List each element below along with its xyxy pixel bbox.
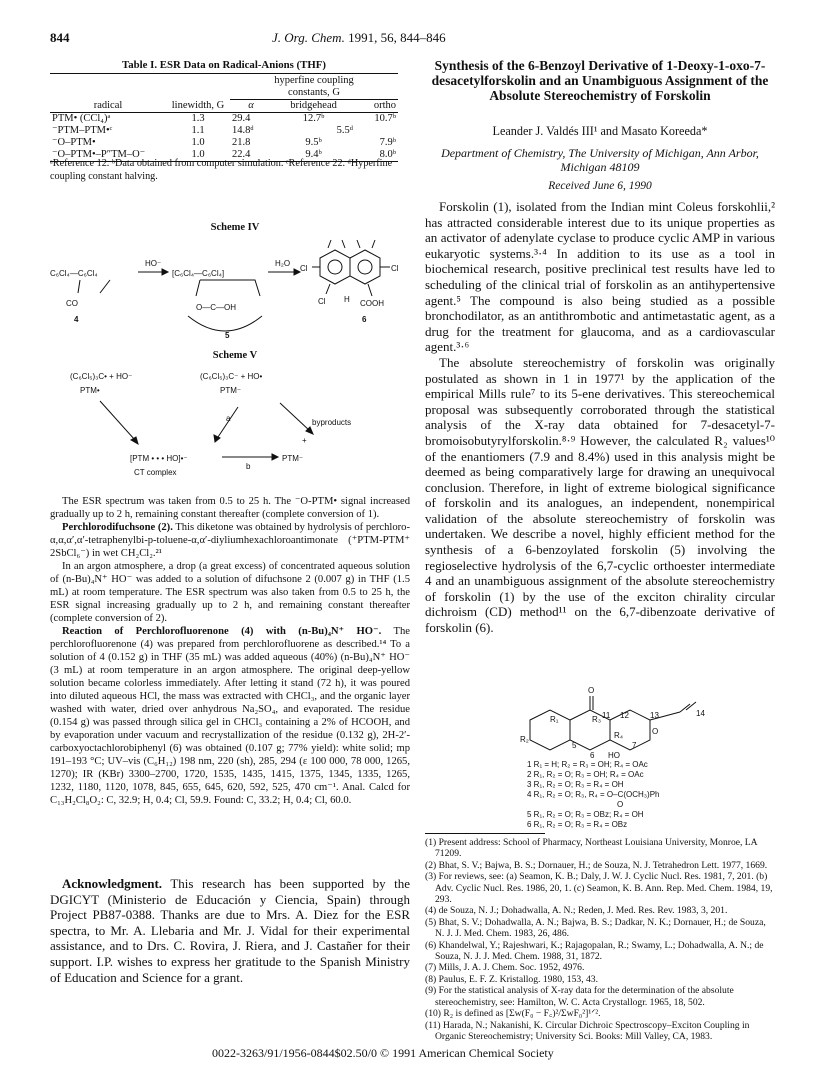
paragraph: The ESR spectrum was taken from 0.5 to 25 h. The ⁻O-PTM• signal increased gradually up to 2 h, remaining constant thereafter (complete conversion of 1). [50,496,410,520]
paragraph [50,625,410,807]
table-cell: 29.4 [232,113,251,124]
structure-label: R₂ [520,735,529,744]
paragraph: In an argon atmosphere, a drop (a great excess) of concentrated aqueous solution of (n-Bu)₄N⁺ HO⁻ was added to a solution of difuchsone 2 (0.007 g) in THF (1.5 mL) at room temperature. The ESR spectrum was also taken from 0.5 to 25 h, the ESR signal increasing gradually up to 2 h, and remaining constant thereafter (complete conversion of 2). [50,561,410,624]
table-cell: 22.4 [232,149,251,160]
scheme-label: + [302,436,307,445]
references-rule [425,833,545,834]
affiliation: Department of Chemistry, The University of Michigan, Ann Arbor, Michigan 48109 [441,146,759,174]
legend-entry: 3 R₁, R₂ = O; R₃ = R₄ = OH [527,780,624,789]
scheme-v-title: Scheme V [212,350,258,361]
journal-issue: 1991, 56, 844–846 [348,30,446,45]
table-rule-top [50,73,398,74]
reference-item: (11) Harada, N.; Nakanishi, K. Circular Dichroic Spectroscopy–Exciton Coupling in Organic Stereochemistry; University Sci. Books: Mill Valley, CA, 1983. [425,1019,750,1042]
references [425,837,775,1042]
received-date: Received June 6, 1990 [548,180,652,192]
table-cell: PTM• (CCl₄)ᵃ [52,113,111,124]
scheme-label: CO [66,299,78,308]
structure-label: 12 [620,711,629,720]
scheme-label: a [226,414,231,423]
structure-label: 14 [696,709,705,718]
scheme-label: [PTM • • • HO]•⁻ [130,454,188,463]
scheme-label: CT complex [134,468,177,477]
reference-item: (3) For reviews, see: (a) Seamon, K. B.; Daly, J. W. J. Cyclic Nucl. Res. 1981, 7, 201. (b) Adv. Cyclic Nucl. Res. 1986, 20, 1. (c) Seamon, K. B. Ann. Rep. Med. Chem. 1984, 19, 293. [425,871,773,906]
table-cell: 1.3 [191,113,205,124]
legend-o: O [617,800,624,809]
legend-entry: 1 R₁ = H; R₂ = R₃ = OH; R₄ = OAc [527,760,648,769]
table-group-header: hyperfine coupling [274,75,354,86]
col-header: radical [93,99,123,111]
paragraph: The absolute stereochemistry of forskolin was originally postulated as shown in 1 in 1977¹ by the application of the empirical Mills rule⁷ to its 5-ene derivatives. This stereochemical proposal was subsequently corroborated through the statistical analysis of the X-ray data obtained for 7-desacetyl-7-bromoisobutyrylforskolin.⁸·⁹ However, the calculated R₂ values¹⁰ of the enantiomers (7.9 and 8.4%) used in this analysis might be deemed as being comparatively large for drawing an unequivocal conclusion. Therefore, in light of extreme biological significance of forskolin and its analogues, an independent, nonempirical validation of the absolute stereochemistry of forskolin was undertaken. We describe a novel, highly efficient method for the synthesis of a 6-benzoylated forskolin (5) involving the regioselective hydrolysis of the 6,7-cyclic orthoester intermediate 4 and an unambiguous assignment of the absolute stereochemistry of forskolin (1) by the use of the exciton chirality circular dichroism (CD) method¹¹ on the 6,7-dibenzoate derivative of forskolin (6). [425,354,775,636]
structure-label: 5 [572,741,577,750]
scheme-label: H₂O [275,259,291,268]
acknowledgment [50,876,410,985]
reference-item: (8) Paulus, E. F. Z. Kristallog. 1980, 153, 43. [425,973,598,985]
scheme-label: COOH [360,299,384,308]
reference-item: (1) Present address: School of Pharmacy, Northeast Louisiana University, Monroe, LA 71209. [425,837,758,860]
scheme-label: (C₆Cl₅)₃C⁻ + HO• [200,372,263,381]
structure-label: HO [608,751,620,760]
table-cell: 1.0 [191,137,205,148]
scheme-label: Cl [300,264,308,273]
table-cell: 10.7ᵇ [374,113,396,124]
copyright-footer: 0022-3263/91/1956-0844$02.50/0 © 1991 American Chemical Society [212,1046,554,1060]
journal-name: J. Org. Chem. [272,30,345,45]
scheme-v-diagram [50,365,410,485]
scheme-iv-diagram [50,238,410,348]
structure-label: R₄ [614,731,624,740]
structure-label: 11 [602,711,611,720]
col-header: bridgehead [290,100,337,111]
structure-label: O [588,686,595,695]
legend-entry: 4 R₁, R₂ = O; R₃, R₄ = O–C(OCH₃)Ph [527,790,660,799]
paragraph: Forskolin (1), isolated from the Indian mint Coleus forskohlii,² has attracted considerable interest due to its unique properties as an activator of adenylate cyclase to produce cyclic AMP in various eukaryotic systems.³·⁴ In addition to its use as a tool in biochemical research, positive preclinical test results have led to scheduling of the clinical trial of forskolin as an antihypertensive agent.⁵ The compound is also being studied as a possible bronchodilator, as an antithrombotic and antimetastatic agent, as a drug for the treatment for glaucoma, and as a cardiovascular agent.³·⁶ [425,199,775,355]
legend-entry: 2 R₁, R₂ = O; R₃ = OH; R₄ = OAc [527,770,644,779]
paragraph-text: This diketone was obtained by hydrolysis of perchloro-α,α,α′,α′-tetraphenylbi-p-toluene-α,α′-diyliumhexachloroantimonate (⁺PTM-PTM⁺ 2SbCl₆⁻) in wet CH₂Cl₂.²¹ [50,522,410,559]
structure-label: 7 [632,741,637,750]
table-cell: 14.8ᵈ [232,125,254,136]
col-header: ortho [373,100,396,111]
section-head: Perchlorodifuchsone (2). [62,522,173,533]
reference-item: (7) Mills, J. A. J. Chem. Soc. 1952, 4976. [425,962,585,974]
reference-item: (10) R₂ is defined as [Σw(F₀ − F꜀)²/ΣwF₀²]¹ᐟ². [425,1008,601,1020]
scheme-label: H [344,295,350,304]
reference-item: (2) Bhat, S. V.; Bajwa, B. S.; Dornauer, H.; de Souza, N. J. Tetrahedron Lett. 1977, 1669. [425,859,768,871]
table-cell: ⁻PTM–PTM•ᶜ [52,125,113,136]
legend-entry: 6 R₁, R₂ = O; R₃ = R₄ = OBz [527,820,628,829]
compound-number: 4 [74,315,79,324]
col-header: linewidth, G [171,99,225,111]
table-cell: 1.0 [191,149,205,160]
running-header [272,30,446,46]
authors: Leander J. Valdés III¹ and Masato Koreeda* [492,124,708,138]
table-cell: 7.9ᵇ [379,137,396,148]
scheme-label: Cl [391,264,399,273]
left-body [50,495,410,807]
scheme-label: PTM⁻ [282,454,304,463]
scheme-label: PTM• [80,386,100,395]
table-cell: 9.4ᵇ [305,149,322,160]
section-head: Reaction of Perchlorofluorenone (4) with (n-Bu)₄N⁺ HO⁻. [62,626,382,637]
section-head: Acknowledgment. [62,876,163,891]
table-group-header-2: constants, G [230,87,398,100]
table-cell [355,125,398,137]
paragraph-text: This research has been supported by the DGICYT (Ministerio de Educación y Ciencia, Spain) through Project PB87-0388. Thanks are due to Mrs. A. Diez for the ESR spectra, to Mr. A. Llebaria and Mr. J. Vidal for their experimental assistance, and to Drs. C. Rovira, J. Riera, and J. Castañer for their support. I.P. wishes to express her gratitude to the Spanish Ministry of Education and Science for a grant. [50,876,410,985]
structure-legend [527,760,660,830]
table-cell: ⁻O–PTM• [52,137,96,148]
paragraph [50,521,410,560]
scheme-label: byproducts [312,418,352,427]
table-row [50,113,398,126]
structure-label: R₁ [550,715,559,724]
table-cell: ⁻O–PTM•–P″TM–O⁻ [52,149,146,160]
esr-table [50,75,398,162]
table-cell: 21.8 [232,137,251,148]
scheme-label: (C₆Cl₅)₃C• + HO⁻ [70,372,133,381]
forskolin-structure [520,682,720,762]
paragraph [50,876,410,985]
table-row [50,137,398,149]
table-cell: 5.5ᵈ [336,125,354,136]
reference-item: (6) Khandelwal, Y.; Rajeshwari, K.; Rajagopalan, R.; Swamy, L.; Dohadwalla, A. N.; de Souza, N. J. J. Med. Chem. 1988, 31, 1872. [425,939,764,963]
table-cell: 9.5ᵇ [305,137,322,148]
reference-item: (5) Bhat, S. V.; Dohadwalla, A. N.; Bajwa, B. S.; Dadkar, N. K.; Dornauer, H.; de Souza, N. J. J. Med. Chem. 1983, 26, 486. [425,916,766,940]
scheme-label: HO⁻ [145,259,162,268]
scheme-label: Cl [318,297,326,306]
structure-label: 6 [590,751,595,760]
reference-item: (9) For the statistical analysis of X-ray data for the determination of the absolute stereochemistry, see: Hamilton, W. C. Acta Crystallogr. 1965, 18, 502. [425,985,734,1008]
scheme-label: C₆Cl₄—C₆Cl₄ [50,269,98,278]
table-caption: Table I. ESR Data on Radical-Anions (THF) [122,59,326,71]
table-row [50,125,398,137]
paragraph-text: The perchlorofluorenone (4) was prepared from perchlorofluorene as described.¹⁴ To a solution of 4 (0.152 g) in THF (35 mL) was added aqueous (40%) (n-Bu)₄N⁺ HO⁻ (3 mL) at room temperature in an argon atmosphere. The original deep-yellow solution became colorless immediately. After letting it stand (72 h), it was poured into diluted aqueous HCl, the mass was extracted with CHCl₃, and the organic layer washed with water, dried over anhydrous Na₂SO₄, and evaporated. The residue (0.154 g) was passed through silica gel in CHCl₃ containing a 2% of HCOOH, and by evaporation under vacuum and recrystallization of the residue (0.132 g), 2H-2′-carboxyoctachlorobiphenyl (6) was obtained (0.107 g; 77% yield): white solid; mp 191–193 °C; UV–vis (C₆H₁₂) 198 nm, 220 (sh), 285, 294 (ε 100 000, 78 000, 1265, 1270); IR (KBr) 3300–2700, 1720, 1535, 1435, 1415, 1375, 1345, 1335, 1265, 1232, 1180, 1120, 1078, 845, 655, 645, 620, 592, 525, 470 cm⁻¹. Anal. Calcd for C₁₃H₂Cl₈O₂: C, 32.9; H, 0.4; Cl, 59.9. Found: C, 33.2; H, 0.4; Cl, 60.0. [50,626,410,806]
article-title: Synthesis of the 6-Benzoyl Derivative of 1-Deoxy-1-oxo-7-desacetylforskolin and an Unambiguous Assignment of the Absolute Stereochemistry of Forskolin [431,58,769,103]
table-cell: 12.7ᵇ [302,113,325,124]
table-footnote: ᵃReference 12. ᵇData obtained from computer simulation. ᶜReference 22. ᵈHyperfine coupling constant halving. [50,158,393,182]
structure-label: O [652,727,659,736]
compound-number: 6 [362,315,367,324]
legend-entry: 5 R₁, R₂ = O; R₃ = OBz; R₄ = OH [527,810,644,819]
structure-label: 13 [650,711,659,720]
scheme-label: O—C—OH [196,303,236,312]
scheme-label: [C₆Cl₄—C₆Cl₄] [172,269,225,278]
scheme-label: b [246,462,251,471]
reference-item: (4) de Souza, N. J.; Dohadwalla, A. N.; Reden, J. Med. Res. Rev. 1983, 3, 201. [425,905,728,917]
table-cell: 1.1 [191,125,205,136]
table-cell: 8.0ᵇ [379,149,396,160]
page-number: 844 [50,30,70,45]
structure-label: R₃ [592,715,602,724]
scheme-iv-title: Scheme IV [210,222,260,233]
esr-table-wrap [50,75,398,162]
scheme-label: PTM⁻ [220,386,242,395]
col-header: α [248,100,254,111]
compound-number: 5 [225,331,230,340]
right-body [425,199,775,636]
